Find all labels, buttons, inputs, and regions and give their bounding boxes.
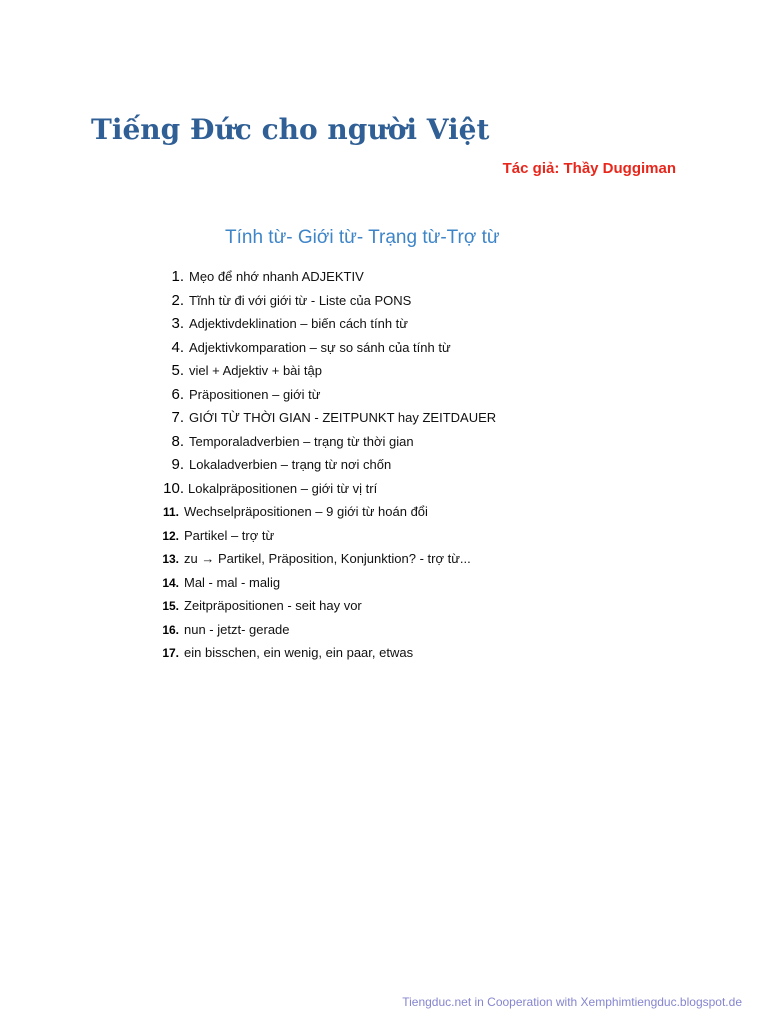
topic-link[interactable]: Lokalpräpositionen – giới từ vị trí	[188, 480, 378, 496]
topic-item[interactable]	[150, 594, 650, 618]
topic-number: 10.	[163, 479, 184, 497]
topic-link[interactable]: Temporaladverbien – trạng từ thời gian	[189, 433, 414, 449]
topic-link[interactable]: GIỚI TỪ THỜI GIAN - ZEITPUNKT hay ZEITDAUER	[189, 410, 497, 425]
topic-item[interactable]	[150, 571, 650, 595]
topic-number: 5.	[171, 362, 184, 379]
topic-number: 15.	[162, 599, 179, 613]
topic-number: 1.	[171, 268, 184, 285]
topic-item[interactable]	[150, 312, 650, 336]
topic-link[interactable]: Partikel – trợ từ	[184, 527, 275, 543]
topic-link[interactable]: viel + Adjektiv + bài tập	[189, 363, 322, 378]
topic-item[interactable]	[150, 265, 650, 289]
topic-item[interactable]	[150, 336, 650, 360]
topic-item[interactable]	[150, 383, 650, 407]
topic-item[interactable]	[150, 524, 650, 548]
topic-list	[150, 265, 650, 665]
document-title: Tiếng Đức cho người Việt	[91, 113, 490, 146]
topic-item[interactable]	[150, 289, 650, 313]
topic-item[interactable]	[150, 430, 650, 454]
topic-number: 9.	[171, 456, 184, 473]
topic-number: 14.	[162, 575, 179, 590]
topic-number: 7.	[171, 409, 184, 426]
topic-link[interactable]: Mal - mal - malig	[184, 574, 281, 590]
author-line: Tác giả: Thầy Duggiman	[502, 160, 676, 177]
topic-item[interactable]	[150, 547, 650, 571]
topic-link[interactable]: Mẹo để nhớ nhanh ADJEKTIV	[189, 269, 364, 284]
topic-item[interactable]	[150, 477, 650, 501]
topic-link[interactable]: Tĩnh từ đi với giới từ - Liste của PONS	[189, 292, 412, 308]
topic-link[interactable]: ein bisschen, ein wenig, ein paar, etwas	[184, 645, 414, 660]
topic-link[interactable]: nun - jetzt- gerade	[184, 621, 290, 637]
topic-link[interactable]: Zeitpräpositionen - seit hay vor	[184, 598, 362, 613]
topic-item[interactable]	[150, 641, 650, 665]
topic-number: 2.	[171, 291, 184, 309]
topic-number: 12.	[162, 528, 179, 543]
topic-link[interactable]: Adjektivkomparation – sự so sánh của tính từ	[189, 339, 451, 355]
topic-item[interactable]	[150, 359, 650, 383]
topic-number: 6.	[171, 385, 184, 403]
topic-item[interactable]	[150, 618, 650, 642]
topic-number: 11.	[162, 505, 179, 519]
topic-number: 16.	[162, 622, 179, 637]
topic-link[interactable]: Präpositionen – giới từ	[189, 386, 321, 402]
topic-link[interactable]: Adjektivdeklination – biến cách tính từ	[189, 316, 409, 331]
topic-item[interactable]	[150, 406, 650, 430]
section-heading: Tính từ- Giới từ- Trạng từ-Trợ từ	[225, 227, 500, 248]
topic-number: 8.	[171, 432, 184, 450]
topic-number: 3.	[171, 315, 184, 332]
topic-item[interactable]	[150, 500, 650, 524]
topic-link[interactable]: zu → Partikel, Präposition, Konjunktion? - trợ từ...	[184, 551, 471, 566]
topic-number: 17.	[162, 646, 179, 660]
topic-item[interactable]	[150, 453, 650, 477]
topic-link[interactable]: Lokaladverbien – trạng từ nơi chốn	[189, 457, 392, 472]
footer-credit: Tiengduc.net in Cooperation with Xemphimtiengduc.blogspot.de	[402, 995, 742, 1009]
topic-number: 4.	[171, 338, 184, 356]
topic-number: 13.	[162, 552, 179, 566]
topic-link[interactable]: Wechselpräpositionen – 9 giới từ hoán đổi	[184, 504, 428, 519]
